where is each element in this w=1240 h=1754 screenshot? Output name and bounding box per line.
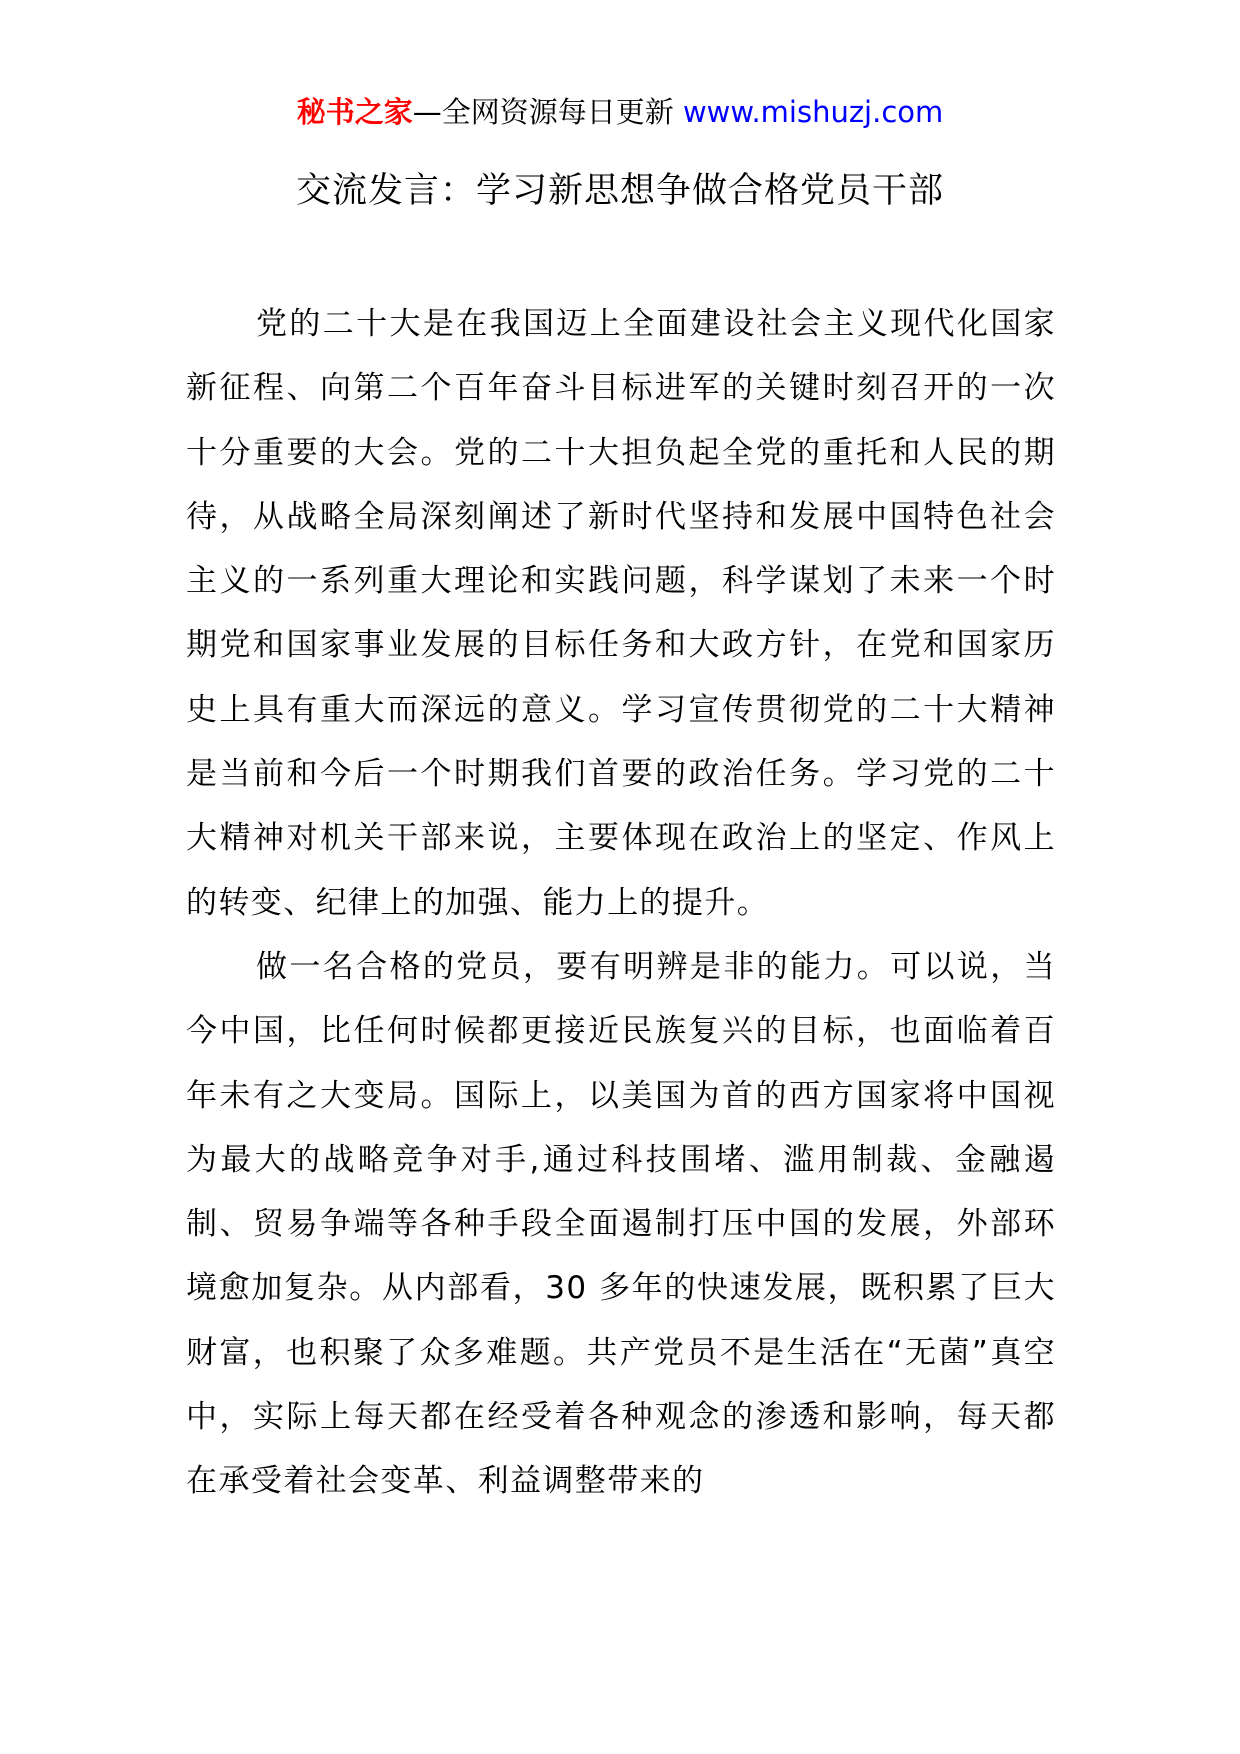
site-url-link[interactable]: www.mishuzj.com (682, 95, 944, 129)
site-header (0, 92, 1240, 132)
site-tagline: —全网资源每日更新 (412, 95, 683, 129)
document-body (186, 292, 1056, 1514)
paragraph-2: 做一名合格的党员，要有明辨是非的能力。可以说，当今中国，比任何时候都更接近民族复兴的目标，也面临着百年未有之大变局。国际上，以美国为首的西方国家将中国视为最大的战略竞争对手,通过科技围堵、滥用制裁、金融遏制、贸易争端等各种手段全面遏制打压中国的发展，外部环境愈加复杂。从内部看，30 多年的快速发展，既积累了巨大财富，也积聚了众多难题。共产党员不是生活在“无菌”真空中，实际上每天都在经受着各种观念的渗透和影响，每天都在承受着社会变革、利益调整带来的 (186, 948, 1056, 1500)
paragraph-1: 党的二十大是在我国迈上全面建设社会主义现代化国家新征程、向第二个百年奋斗目标进军的关键时刻召开的一次十分重要的大会。党的二十大担负起全党的重托和人民的期待，从战略全局深刻阐述了新时代坚持和发展中国特色社会主义的一系列重大理论和实践问题，科学谋划了未来一个时期党和国家事业发展的目标任务和大政方针，在党和国家历史上具有重大而深远的意义。学习宣传贯彻党的二十大精神是当前和今后一个时期我们首要的政治任务。学习党的二十大精神对机关干部来说，主要体现在政治上的坚定、作风上的转变、纪律上的加强、能力上的提升。 (186, 306, 1056, 921)
document-title: 交流发言：学习新思想争做合格党员干部 (295, 171, 944, 211)
site-name: 秘书之家 (296, 95, 413, 129)
